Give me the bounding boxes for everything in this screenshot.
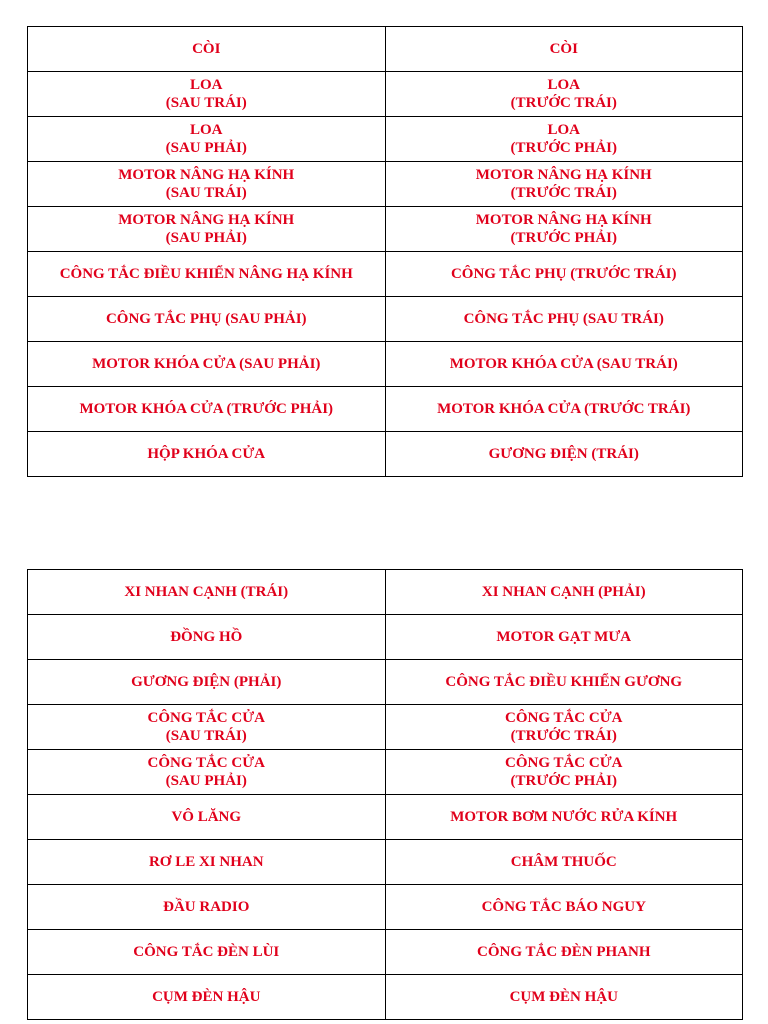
table-row bbox=[28, 570, 743, 615]
table-cell: LOA (TRƯỚC PHẢI) bbox=[385, 117, 743, 162]
label-table-1 bbox=[27, 26, 743, 477]
table-row bbox=[28, 162, 743, 207]
table-cell: VÔ LĂNG bbox=[28, 795, 386, 840]
table-cell: GƯƠNG ĐIỆN (PHẢI) bbox=[28, 660, 386, 705]
table-cell: XI NHAN CẠNH (PHẢI) bbox=[385, 570, 743, 615]
table-cell: CÔNG TẮC ĐÈN PHANH bbox=[385, 930, 743, 975]
table-row bbox=[28, 615, 743, 660]
table-cell: MOTOR KHÓA CỬA (SAU TRÁI) bbox=[385, 342, 743, 387]
table-cell: CHÂM THUỐC bbox=[385, 840, 743, 885]
table-row bbox=[28, 252, 743, 297]
table-cell: MOTOR KHÓA CỬA (SAU PHẢI) bbox=[28, 342, 386, 387]
table-cell: HỘP KHÓA CỬA bbox=[28, 432, 386, 477]
table-cell: MOTOR BƠM NƯỚC RỬA KÍNH bbox=[385, 795, 743, 840]
table-cell: CÔNG TẮC BÁO NGUY bbox=[385, 885, 743, 930]
table-cell: CÔNG TẮC CỬA (SAU PHẢI) bbox=[28, 750, 386, 795]
table-cell: LOA (SAU PHẢI) bbox=[28, 117, 386, 162]
table-cell: CỤM ĐÈN HẬU bbox=[28, 975, 386, 1020]
table-row bbox=[28, 975, 743, 1020]
table-row bbox=[28, 72, 743, 117]
table-cell: LOA (SAU TRÁI) bbox=[28, 72, 386, 117]
table-cell: MOTOR GẠT MƯA bbox=[385, 615, 743, 660]
table-cell: CÔNG TẮC PHỤ (TRƯỚC TRÁI) bbox=[385, 252, 743, 297]
table-cell: CÔNG TẮC ĐIỀU KHIỂN GƯƠNG bbox=[385, 660, 743, 705]
table-row bbox=[28, 297, 743, 342]
table-row bbox=[28, 840, 743, 885]
table-cell: CÔNG TẮC ĐÈN LÙI bbox=[28, 930, 386, 975]
table-row bbox=[28, 387, 743, 432]
table-row bbox=[28, 750, 743, 795]
table-cell: GƯƠNG ĐIỆN (TRÁI) bbox=[385, 432, 743, 477]
table-cell: LOA (TRƯỚC TRÁI) bbox=[385, 72, 743, 117]
table-cell: ĐẦU RADIO bbox=[28, 885, 386, 930]
table-cell: CÔNG TẮC CỬA (TRƯỚC PHẢI) bbox=[385, 750, 743, 795]
table-row bbox=[28, 27, 743, 72]
table-row bbox=[28, 705, 743, 750]
table-cell: CÔNG TẮC PHỤ (SAU PHẢI) bbox=[28, 297, 386, 342]
table-cell: MOTOR NÂNG HẠ KÍNH (SAU TRÁI) bbox=[28, 162, 386, 207]
table-row bbox=[28, 432, 743, 477]
table-cell: CÒI bbox=[385, 27, 743, 72]
table-cell: MOTOR KHÓA CỬA (TRƯỚC PHẢI) bbox=[28, 387, 386, 432]
table-cell: ĐỒNG HỒ bbox=[28, 615, 386, 660]
table-row bbox=[28, 795, 743, 840]
table-cell: MOTOR NÂNG HẠ KÍNH (TRƯỚC TRÁI) bbox=[385, 162, 743, 207]
table-row bbox=[28, 660, 743, 705]
table-cell: RƠ LE XI NHAN bbox=[28, 840, 386, 885]
table-cell: CÔNG TẮC ĐIỀU KHIỂN NÂNG HẠ KÍNH bbox=[28, 252, 386, 297]
table-cell: XI NHAN CẠNH (TRÁI) bbox=[28, 570, 386, 615]
table-row bbox=[28, 117, 743, 162]
label-table-2 bbox=[27, 569, 743, 1020]
table-cell: CÔNG TẮC CỬA (TRƯỚC TRÁI) bbox=[385, 705, 743, 750]
table-row bbox=[28, 930, 743, 975]
table-cell: CỤM ĐÈN HẬU bbox=[385, 975, 743, 1020]
table-row bbox=[28, 885, 743, 930]
table-row bbox=[28, 207, 743, 252]
table-cell: MOTOR KHÓA CỬA (TRƯỚC TRÁI) bbox=[385, 387, 743, 432]
table-cell: CÔNG TẮC CỬA (SAU TRÁI) bbox=[28, 705, 386, 750]
table-row bbox=[28, 342, 743, 387]
table-cell: CÒI bbox=[28, 27, 386, 72]
table-cell: MOTOR NÂNG HẠ KÍNH (SAU PHẢI) bbox=[28, 207, 386, 252]
table-cell: MOTOR NÂNG HẠ KÍNH (TRƯỚC PHẢI) bbox=[385, 207, 743, 252]
table-cell: CÔNG TẮC PHỤ (SAU TRÁI) bbox=[385, 297, 743, 342]
